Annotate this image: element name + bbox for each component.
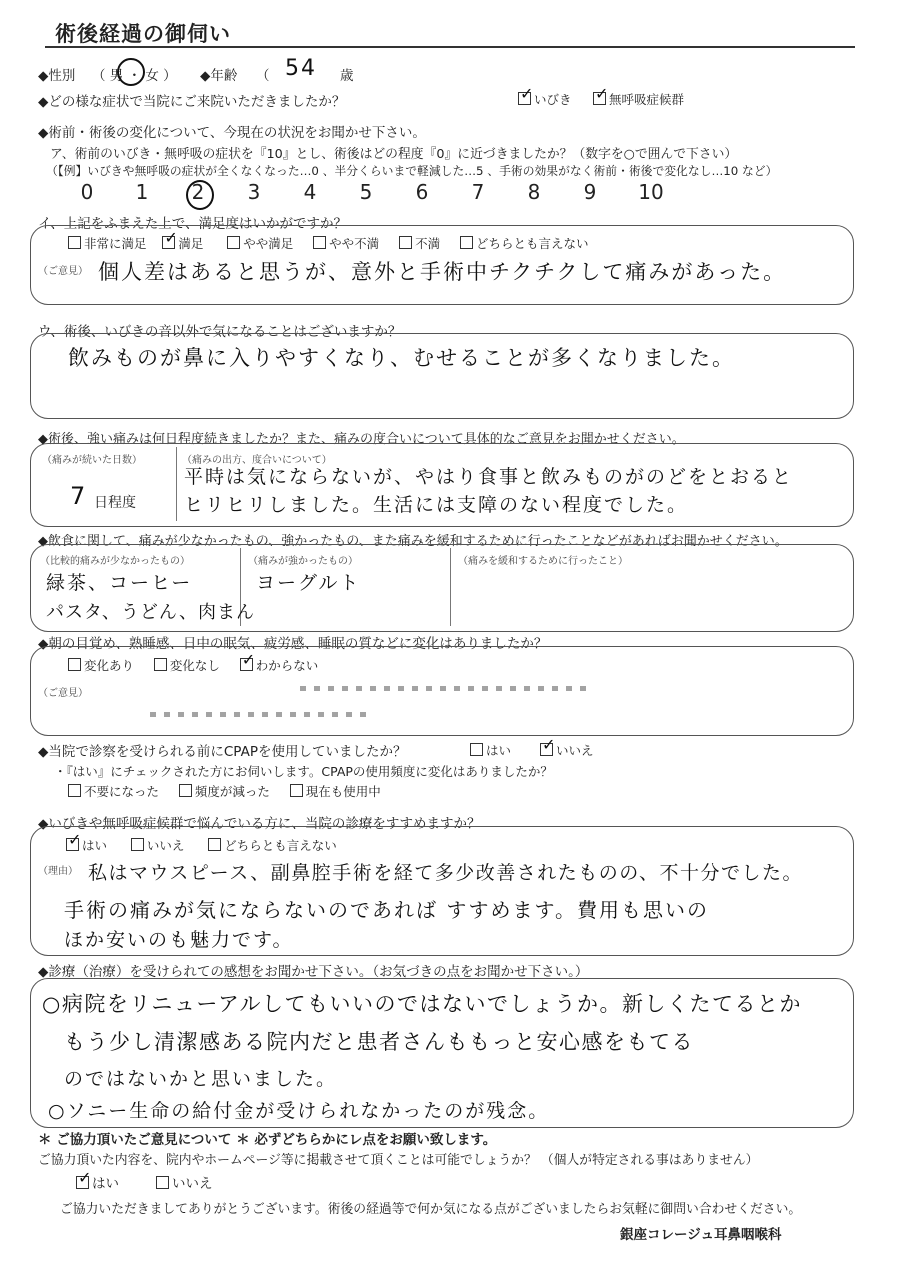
cpap-follow-option-label: 頻度が減った	[194, 784, 270, 799]
age-unit: 歳	[340, 68, 354, 84]
cpap-follow-option-label: 不要になった	[84, 784, 160, 799]
symptom-option-apnea[interactable]	[593, 90, 684, 108]
checkbox-checked-icon	[593, 92, 606, 105]
recommend-question: ◆いびきや無呼吸症候群で悩んでいる方に、当院の診療をすすめますか？	[38, 816, 481, 832]
recommend-reason-line1[interactable]: 私はマウスピース、副鼻腔手術を経て多少改善されたものの、不十分でした。	[88, 862, 804, 884]
consent-no-label: いいえ	[172, 1176, 213, 1192]
other-question: ウ、術後、いびきの音以外で気になることはございますか？	[38, 324, 402, 340]
checkbox-icon	[227, 236, 240, 249]
cpap-no-label: いいえ	[556, 743, 594, 758]
checkbox-icon	[460, 236, 473, 249]
scale-selected-circle	[186, 180, 214, 210]
symptom-option-apnea-label: 無呼吸症候群	[609, 92, 685, 107]
clinic-name: 銀座コレージュ耳鼻咽喉科	[620, 1227, 782, 1243]
pain-detail-label: （痛みの出方、度合いについて）	[182, 455, 332, 466]
checkbox-icon	[290, 784, 303, 797]
satisfaction-options	[68, 234, 588, 252]
recommend-reason-label: （理由）	[38, 866, 78, 877]
sleep-option-label: わからない	[255, 658, 319, 673]
change-scale	[0, 180, 900, 210]
symptom-option-snoring-label: いびき	[534, 92, 572, 107]
pain-days-value[interactable]: 7	[70, 482, 88, 510]
impression-question: ◆診療（治療）を受けられての感想をお聞かせ下さい。（お気づきの点をお聞かせ下さい。）	[38, 964, 589, 980]
food-col3-label: （痛みを緩和するために行ったこと）	[458, 556, 628, 567]
scale-2[interactable]: 2	[191, 180, 205, 204]
checkbox-icon	[470, 743, 483, 756]
scale-1[interactable]: 1	[135, 180, 149, 204]
sleep-option[interactable]	[154, 658, 220, 673]
satisfaction-option-label: 非常に満足	[84, 236, 147, 251]
impression-line4[interactable]: ○ソニー生命の給付金が受けられなかったのが残念。	[48, 1100, 550, 1122]
checkbox-icon	[68, 658, 81, 671]
satisfaction-option-label: やや不満	[329, 236, 380, 251]
satisfaction-option-label: どちらとも言えない	[475, 236, 589, 251]
cpap-yes[interactable]	[470, 741, 511, 759]
checkbox-checked-icon	[518, 92, 531, 105]
checkbox-icon	[131, 838, 144, 851]
checkbox-checked-icon	[66, 838, 79, 851]
footer-thanks: ご協力いただきましてありがとうございます。術後の経過等で何か気になる点がございましたらお気軽に御問い合わせください。	[60, 1202, 802, 1217]
redacted-mark	[150, 712, 370, 717]
pain-days-unit: 日程度	[94, 495, 136, 511]
satisfaction-option[interactable]	[227, 236, 293, 251]
impression-line1[interactable]: ○病院をリニューアルしてもいいのではないでしょうか。新しくたてるとか	[42, 992, 803, 1016]
sex-label: ◆性別	[38, 68, 76, 84]
consent-yes[interactable]	[76, 1172, 119, 1192]
food-col1-line1[interactable]: 緑茶、コーヒー	[46, 572, 193, 594]
scale-8[interactable]: 8	[527, 180, 541, 204]
title-divider	[45, 46, 855, 48]
sex-options: （ 男 ・ 女 ）	[92, 68, 177, 84]
age-paren-open: （	[256, 68, 270, 84]
checkbox-icon	[399, 236, 412, 249]
checkbox-icon	[68, 784, 81, 797]
scale-10[interactable]: 10	[638, 180, 664, 204]
checkbox-checked-icon	[240, 658, 253, 671]
cpap-follow: ・『はい』にチェックされた方にお伺いします。CPAPの使用頻度に変化はありましたか？	[54, 764, 553, 779]
change-legend: （【例】いびきや無呼吸の症状が全くなくなった…0 、半分くらいまで軽減した…5 、手術の効果がなく術前・術後で変化なし…10 など）	[46, 164, 778, 178]
satisfaction-question: イ、上記をふまえた上で、満足度はいかがですか？	[38, 216, 348, 232]
cpap-question: ◆当院で診察を受けられる前にCPAPを使用していましたか？	[38, 744, 407, 760]
consent-yes-label: はい	[92, 1176, 119, 1192]
sex-selected-circle	[117, 58, 145, 86]
other-answer[interactable]: 飲みものが鼻に入りやすくなり、むせることが多くなりました。	[68, 346, 735, 370]
checkbox-icon	[313, 236, 326, 249]
checkbox-icon	[154, 658, 167, 671]
satisfaction-opinion[interactable]: 個人差はあると思うが、意外と手術中チクチクして痛みがあった。	[98, 260, 787, 284]
pain-days-label: （痛みが続いた日数）	[42, 455, 142, 466]
recommend-option[interactable]	[208, 838, 337, 853]
scale-6[interactable]: 6	[415, 180, 429, 204]
food-col2-label: （痛みが強かったもの）	[248, 556, 358, 567]
scale-0[interactable]: 0	[80, 180, 94, 204]
checkbox-checked-icon	[76, 1176, 89, 1189]
recommend-option[interactable]	[131, 838, 185, 853]
satisfaction-option[interactable]	[68, 236, 147, 251]
recommend-option-label: はい	[82, 838, 108, 853]
satisfaction-option-label: やや満足	[243, 236, 294, 251]
recommend-option-label: どちらとも言えない	[224, 838, 337, 853]
age-label: ◆年齢	[200, 68, 238, 84]
scale-4[interactable]: 4	[303, 180, 317, 204]
scale-5[interactable]: 5	[359, 180, 373, 204]
sleep-opinion-label: （ご意見）	[38, 688, 88, 699]
sleep-option-label: 変化あり	[84, 658, 135, 673]
food-col1-label: （比較的痛みが少なかったもの）	[40, 556, 190, 567]
satisfaction-option-label: 不満	[415, 236, 441, 251]
change-heading: ◆術前・術後の変化について、今現在の状況をお聞かせ下さい。	[38, 125, 426, 141]
impression-line2[interactable]: もう少し清潔感ある院内だと患者さんももっと安心感をもてる	[64, 1030, 694, 1054]
redacted-mark	[300, 686, 590, 691]
sleep-options	[68, 656, 318, 674]
food-question: ◆飲食に関して、痛みが少なかったもの、強かったもの、また痛みを緩和するために行ったことなどがあればお聞かせください。	[38, 534, 788, 549]
symptom-question: ◆どの様な症状で当院にご来院いただきましたか？	[38, 94, 346, 110]
cpap-follow-options	[68, 782, 381, 800]
pain-detail-line2[interactable]: ヒリヒリしました。生活には支障のない程度でした。	[184, 494, 689, 516]
satisfaction-option[interactable]	[460, 236, 589, 251]
change-line-a: ア、術前のいびき・無呼吸の症状を『10』とし、術後はどの程度『0』に近づきましたか？（数字を○で囲んで下さい）	[50, 147, 738, 162]
sleep-question: ◆朝の目覚め、熟睡感、日中の眠気、疲労感、睡眠の質などに変化はありましたか？	[38, 636, 548, 652]
symptom-option-snoring[interactable]	[518, 90, 572, 108]
checkbox-icon	[179, 784, 192, 797]
consent-question: ご協力頂いた内容を、院内やホームページ等に掲載させて頂くことは可能でしょうか？ （個人が特定される事はありません）	[38, 1153, 759, 1168]
age-value[interactable]: 54	[285, 56, 317, 81]
consent-no[interactable]	[156, 1172, 213, 1192]
cpap-follow-option-label: 現在も使用中	[305, 784, 381, 799]
satisfaction-opinion-label: （ご意見）	[38, 266, 88, 277]
food-col1-line2[interactable]: パスタ、うどん、肉まん	[46, 602, 255, 623]
food-col2-value[interactable]: ヨーグルト	[256, 572, 361, 594]
satisfaction-option[interactable]	[399, 236, 440, 251]
sleep-option[interactable]	[68, 658, 134, 673]
recommend-options	[66, 836, 337, 854]
pain-divider	[176, 447, 177, 521]
cpap-yes-label: はい	[486, 743, 512, 758]
scale-7[interactable]: 7	[471, 180, 485, 204]
consent-note: ＊ ご協力頂いたご意見について ＊ 必ずどちらかにレ点をお願い致します。	[38, 1132, 497, 1148]
cpap-follow-option[interactable]	[290, 784, 381, 799]
checkbox-icon	[156, 1176, 169, 1189]
cpap-no[interactable]	[540, 741, 594, 759]
satisfaction-option[interactable]	[313, 236, 379, 251]
sleep-option-label: 変化なし	[169, 658, 220, 673]
pain-question: ◆術後、強い痛みは何日程度続きましたか？また、痛みの度合いについて具体的なご意見をお聞かせください。	[38, 432, 685, 447]
recommend-option-label: いいえ	[146, 838, 185, 853]
checkbox-checked-icon	[540, 743, 553, 756]
sleep-option-checked[interactable]	[240, 658, 319, 673]
page-title: 術後経過の御伺い	[55, 22, 231, 46]
food-divider-2	[450, 548, 451, 626]
satisfaction-option-label: 満足	[178, 236, 204, 251]
recommend-option-checked[interactable]	[66, 838, 107, 853]
pain-detail-line1[interactable]: 平時は気にならないが、やはり食事と飲みものがのどをとおると	[184, 466, 794, 488]
cpap-follow-option[interactable]	[68, 784, 159, 799]
impression-line3[interactable]: のではないかと思いました。	[64, 1068, 338, 1090]
recommend-reason-line2[interactable]: 手術の痛みが気にならないのであれば すすめます。費用も思いの	[64, 898, 709, 922]
checkbox-checked-icon	[162, 236, 175, 249]
scale-9[interactable]: 9	[583, 180, 597, 204]
cpap-follow-option[interactable]	[179, 784, 270, 799]
recommend-reason-line3[interactable]: ほか安いのも魅力です。	[64, 929, 294, 951]
scale-3[interactable]: 3	[247, 180, 261, 204]
checkbox-icon	[68, 236, 81, 249]
checkbox-icon	[208, 838, 221, 851]
satisfaction-option-checked[interactable]	[162, 236, 203, 251]
